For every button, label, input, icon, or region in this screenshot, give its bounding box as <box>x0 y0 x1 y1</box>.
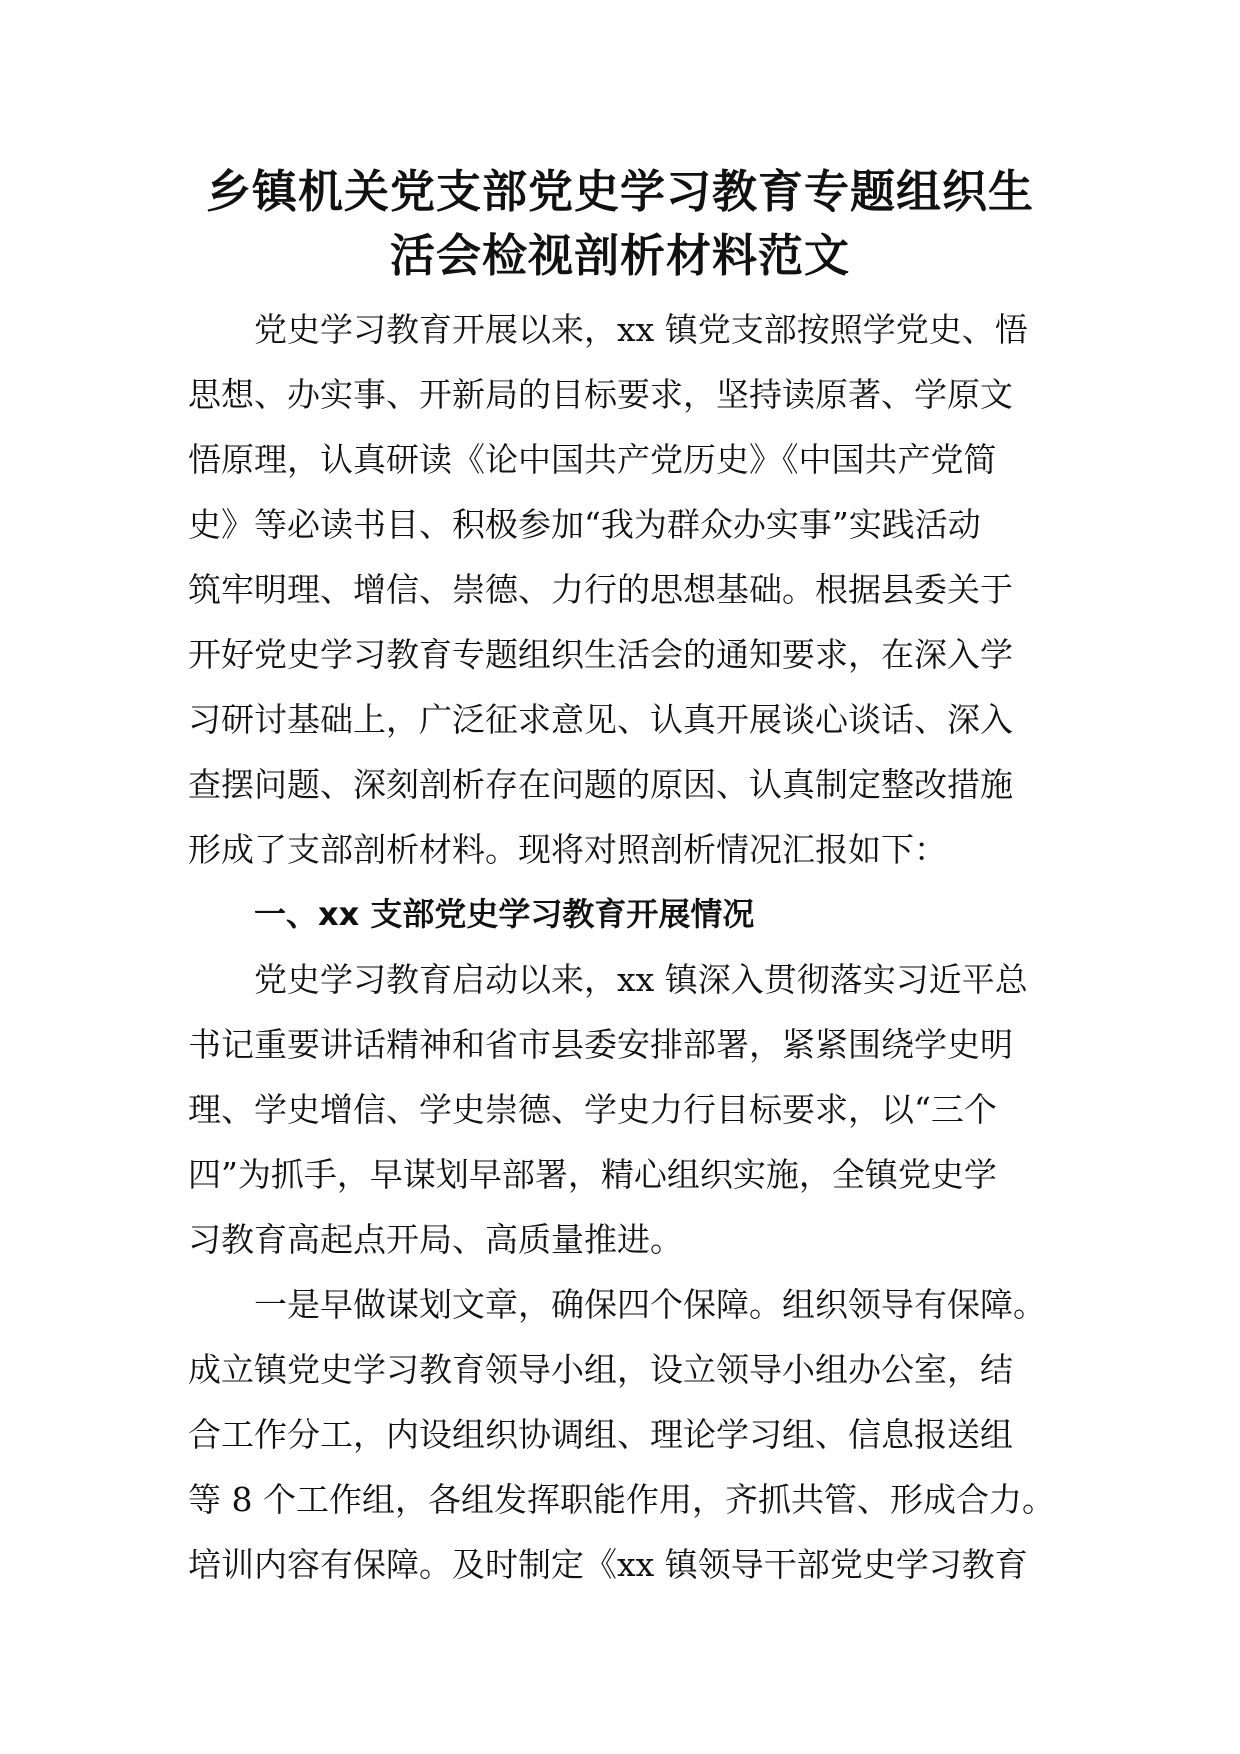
paragraph-line: 党史学习教育开展以来，xx 镇党支部按照学党史、悟 <box>254 310 1028 349</box>
title-line-1: 乡镇机关党支部党史学习教育专题组织生 <box>205 165 1034 218</box>
paragraph-line: 习教育高起点开局、高质量推进。 <box>188 1220 683 1259</box>
document-title <box>150 160 1090 288</box>
paragraph-line: 等 8 个工作组，各组发挥职能作用，齐抓共管、形成合力。 <box>188 1480 1055 1519</box>
paragraph-line: 开好党史学习教育专题组织生活会的通知要求，在深入学 <box>188 635 1013 674</box>
paragraph-intro <box>188 297 1068 882</box>
section-heading <box>188 882 1068 947</box>
paragraph-line: 查摆问题、深刻剖析存在问题的原因、认真制定整改措施 <box>188 765 1013 804</box>
section-1-heading: 一、xx 支部党史学习教育开展情况 <box>254 895 755 933</box>
paragraph-line: 形成了支部剖析材料。现将对照剖析情况汇报如下： <box>188 830 947 869</box>
paragraph-line: 悟原理，认真研读《论中国共产党历史》《中国共产党简 <box>188 440 997 479</box>
paragraph-line: 成立镇党史学习教育领导小组，设立领导小组办公室，结 <box>188 1350 1013 1389</box>
paragraph-line: 书记重要讲话精神和省市县委安排部署，紧紧围绕学史明 <box>188 1025 1013 1064</box>
paragraph-progress <box>188 947 1068 1272</box>
paragraph-line: 合工作分工，内设组织协调组、理论学习组、信息报送组 <box>188 1415 1013 1454</box>
paragraph-line: 习研讨基础上，广泛征求意见、认真开展谈心谈话、深入 <box>188 700 1013 739</box>
paragraph-line: 党史学习教育启动以来，xx 镇深入贯彻落实习近平总 <box>254 960 1028 999</box>
paragraph-line: 史》等必读书目、积极参加“我为群众办实事”实践活动 <box>188 505 981 544</box>
paragraph-line: 筑牢明理、增信、崇德、力行的思想基础。根据县委关于 <box>188 570 1013 609</box>
paragraph-line: 理、学史增信、学史崇德、学史力行目标要求，以“三个 <box>188 1090 997 1129</box>
title-line-2: 活会检视剖析材料范文 <box>389 229 850 282</box>
paragraph-line: 四”为抓手，早谋划早部署，精心组织实施，全镇党史学 <box>188 1155 997 1194</box>
paragraph-line: 一是早做谋划文章，确保四个保障。组织领导有保障。 <box>254 1285 1046 1324</box>
paragraph-planning <box>188 1272 1068 1597</box>
paragraph-line: 思想、办实事、开新局的目标要求，坚持读原著、学原文 <box>188 375 1013 414</box>
paragraph-line: 培训内容有保障。及时制定《xx 镇领导干部党史学习教育 <box>188 1545 1028 1584</box>
document-body <box>188 297 1068 1597</box>
